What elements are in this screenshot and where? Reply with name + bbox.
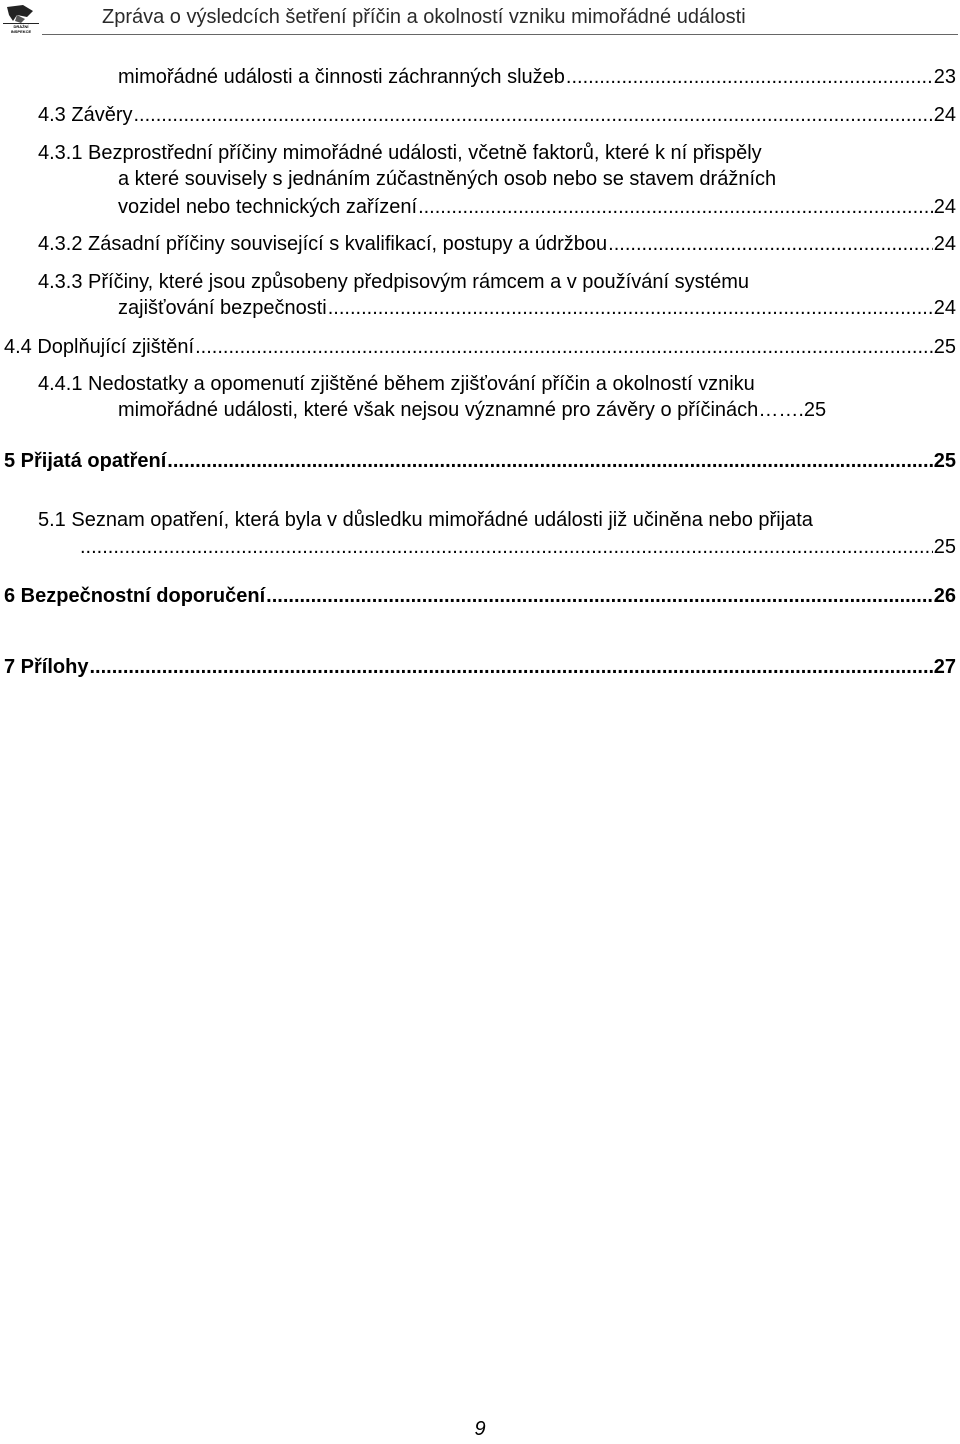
toc-entry-continuation <box>118 166 956 192</box>
toc-page-number: 23 <box>933 66 956 88</box>
toc-entry[interactable] <box>4 334 956 360</box>
drazni-inspekce-logo <box>3 3 39 35</box>
toc-entry-continuation[interactable] <box>118 295 956 321</box>
toc-page-number: 24 <box>933 233 956 255</box>
toc-leader: ……. <box>758 399 804 421</box>
toc-leader <box>167 448 932 474</box>
toc-entry[interactable] <box>38 269 956 295</box>
toc-leader <box>418 194 933 220</box>
toc-entry-continuation[interactable] <box>80 534 956 560</box>
toc-page-number: 27 <box>933 656 956 678</box>
toc-entry-title: vozidel nebo technických zařízení <box>118 196 418 218</box>
toc-entry-continuation[interactable] <box>118 194 956 220</box>
toc-entry[interactable] <box>38 140 956 166</box>
toc-entry[interactable] <box>38 231 956 257</box>
header-divider <box>42 34 958 35</box>
toc-entry[interactable] <box>4 583 956 609</box>
toc-leader <box>195 334 933 360</box>
toc-entry[interactable] <box>4 448 956 474</box>
toc-page-number: 24 <box>933 196 956 218</box>
toc-entry-title: 4.4 Doplňující zjištění <box>4 336 195 358</box>
toc-page-number: 24 <box>933 297 956 319</box>
svg-text:DRÁŽNÍ: DRÁŽNÍ <box>13 24 29 29</box>
toc-entry-title: 5 Přijatá opatření <box>4 450 167 472</box>
toc-page-number: 25 <box>933 536 956 558</box>
svg-text:INSPEKCE: INSPEKCE <box>10 29 32 34</box>
toc-entry-title: 4.3.2 Zásadní příčiny související s kvalifikací, postupy a údržbou <box>38 233 608 255</box>
toc-page-number: 25 <box>933 336 956 358</box>
document-title: Zpráva o výsledcích šetření příčin a okolností vzniku mimořádné události <box>102 6 746 28</box>
toc-entry-title: 5.1 Seznam opatření, která byla v důsledku mimořádné události již učiněna nebo přijata <box>38 509 813 531</box>
toc-leader <box>566 64 933 90</box>
toc-page-number: 24 <box>933 104 956 126</box>
toc-entry-title: a které souvisely s jednáním zúčastněných osob nebo se stavem drážních <box>118 168 777 190</box>
toc-entry[interactable] <box>118 64 956 90</box>
toc-entry-title: 7 Přílohy <box>4 656 89 678</box>
toc-leader <box>80 534 933 560</box>
page-header <box>0 0 960 40</box>
toc-entry-title: 6 Bezpečnostní doporučení <box>4 585 266 607</box>
page-number: 9 <box>474 1418 486 1440</box>
toc-page-number: 25 <box>933 450 956 472</box>
toc-entry-title: 4.3.3 Příčiny, které jsou způsobeny předpisovým rámcem a v používání systému <box>38 271 750 293</box>
toc-entry-title: 4.3 Závěry <box>38 104 133 126</box>
toc-entry-title: mimořádné události a činnosti záchranných služeb <box>118 66 565 88</box>
toc-leader <box>266 583 933 609</box>
toc-entry-title: zajišťování bezpečnosti <box>118 297 327 319</box>
toc-leader <box>89 654 932 680</box>
toc-entry[interactable] <box>38 507 956 533</box>
toc-page-number: 26 <box>933 585 956 607</box>
toc-entry-title: 4.4.1 Nedostatky a opomenutí zjištěné během zjišťování příčin a okolností vzniku <box>38 373 755 395</box>
toc-entry-title: 4.3.1 Bezprostřední příčiny mimořádné události, včetně faktorů, které k ní přispěly <box>38 142 762 164</box>
toc-leader <box>133 102 932 128</box>
toc-leader <box>608 231 933 257</box>
toc-page-number: 25 <box>803 399 827 421</box>
toc-entry[interactable] <box>38 102 956 128</box>
toc-entry-title: mimořádné události, které však nejsou významné pro závěry o příčinách <box>118 399 759 421</box>
toc-entry[interactable] <box>38 371 956 397</box>
toc-entry-continuation[interactable] <box>118 397 956 423</box>
toc-entry[interactable] <box>4 654 956 680</box>
logo-icon <box>3 3 39 35</box>
toc-leader <box>328 295 933 321</box>
